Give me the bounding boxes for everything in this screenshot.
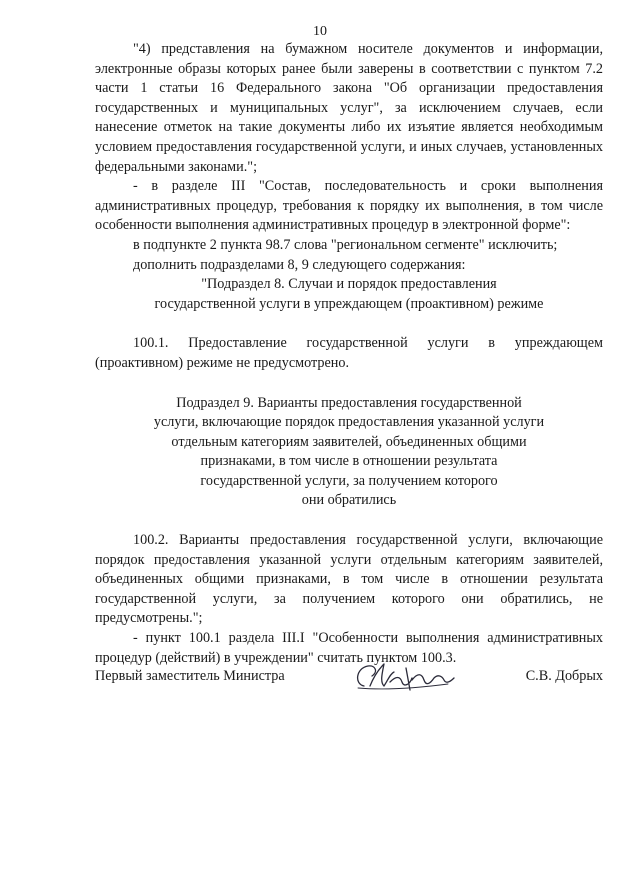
signature-block (95, 668, 603, 698)
signer-name: С.В. Добрых (525, 668, 603, 684)
subsection-9-heading-line6: они обратились (301, 492, 397, 509)
subsection-9-heading-line2: услуги, включающие порядок предоставления указанной услуги (153, 414, 545, 431)
paragraph-section-3: - в разделе III "Состав, последовательность и сроки выполнения административных процедур, требования к порядку их выполнения, в том числе особенности выполнения административных процедур в электронной форме": (95, 178, 603, 234)
paragraph-100-1: 100.1. Предоставление государственной услуги в упреждающем (проактивном) режиме не предусмотрено. (95, 335, 603, 371)
subsection-8-heading-line2: государственной услуги в упреждающем (проактивном) режиме (154, 295, 544, 312)
subsection-9-heading-line4: признаками, в том числе в отношении результата (200, 453, 498, 470)
paragraph-subpoint: в подпункте 2 пункта 98.7 слова "региональном сегменте" исключить; (133, 236, 558, 253)
page-number: 10 (313, 24, 327, 39)
paragraph-add-subsections: дополнить подразделами 8, 9 следующего содержания: (133, 256, 466, 273)
document-body (95, 40, 603, 668)
signer-title: Первый заместитель Министра (95, 668, 285, 684)
handwritten-signature (350, 658, 460, 698)
subsection-9-heading-line5: государственной услуги, за получением которого (200, 472, 498, 489)
subsection-9-heading-line1: Подраздел 9. Варианты предоставления государственной (176, 394, 522, 411)
paragraph-item-4: "4) представления на бумажном носителе документов и информации, электронные образы которых ранее были заверены в соответствии с пунктом 7.2 части 1 статьи 16 Федерального закона "Об организации предоставления государственных и муниципальных услуг", за исключением случаев, если нанесение отметок на такие документы либо их изъятие является необходимым условием предоставления государственной услуги, и иных случаев, установленных федеральными законами."; (95, 41, 603, 175)
subsection-8-heading-line1: "Подраздел 8. Случаи и порядок предоставления (201, 276, 497, 293)
subsection-9-heading-line3: отдельным категориям заявителей, объединенных общими (171, 433, 527, 450)
paragraph-renumber: - пункт 100.1 раздела III.I "Особенности выполнения административных процедур (действий) в учреждении" считать пунктом 100.3. (95, 630, 603, 666)
paragraph-100-2: 100.2. Варианты предоставления государственной услуги, включающие порядок предоставления указанной услуги отдельным категориям заявителей, объединенных общими признаками, в том числе в отношении результата государственной услуги, за получением которого они обратились, не предусмотрены."; (95, 532, 603, 627)
